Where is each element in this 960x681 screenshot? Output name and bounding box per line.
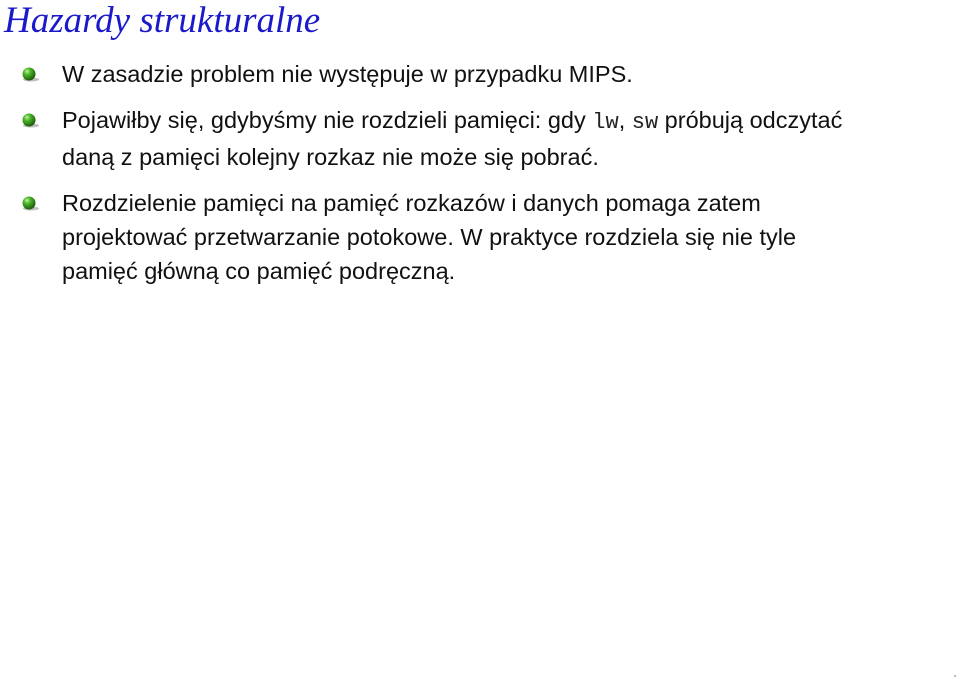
slide-title: Hazardy strukturalne xyxy=(4,0,321,41)
green-ball-bullet-icon xyxy=(20,112,40,128)
bullet-text-before: Pojawiłby się, gdybyśmy nie rozdzieli pamięci: gdy xyxy=(62,107,593,133)
green-ball-bullet-icon xyxy=(20,66,40,82)
bullet-item-2 xyxy=(0,103,960,174)
code-separator: , xyxy=(618,107,632,133)
green-ball-bullet-icon xyxy=(20,195,40,211)
bullet-text: Rozdzielenie pamięci na pamięć rozkazów i danych pomaga zatem projektować przetwarzanie potokowe. W praktyce rozdziela się nie tyle pamięć główną co pamięć podręczną. xyxy=(62,190,797,284)
bullet-text-after: próbują odczytać daną z pamięci kolejny rozkaz nie może się pobrać. xyxy=(62,107,843,170)
code-lw: lw xyxy=(592,110,619,135)
bullet-item-1 xyxy=(0,57,960,91)
code-sw: sw xyxy=(631,110,659,135)
bullet-text: W zasadzie problem nie występuje w przypadku MIPS. xyxy=(62,61,633,87)
bullet-list xyxy=(0,57,960,300)
bullet-item-3 xyxy=(0,186,960,288)
corner-dot xyxy=(954,675,956,677)
